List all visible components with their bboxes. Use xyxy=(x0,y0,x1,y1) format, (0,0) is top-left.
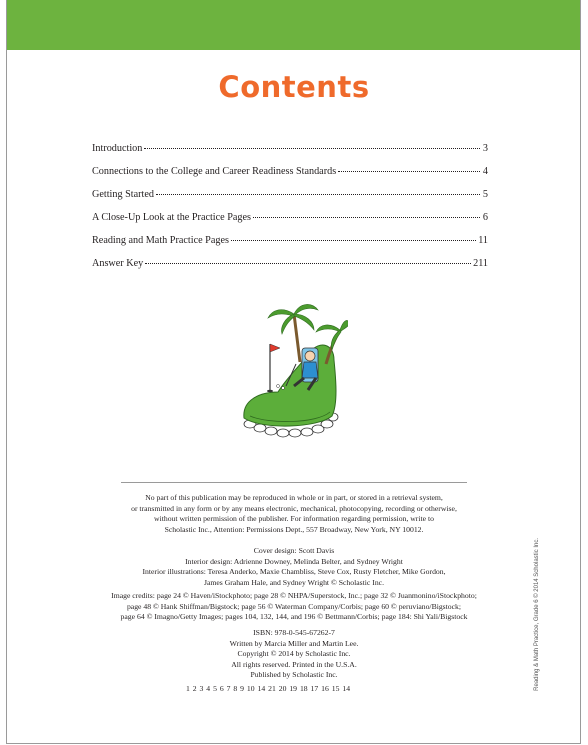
toc-entry xyxy=(92,258,488,281)
toc-page-number: 11 xyxy=(478,235,488,246)
image-credits xyxy=(60,591,528,623)
dot-leader xyxy=(338,170,480,172)
notice-line: without written permission of the publisher. For information regarding permission, write to xyxy=(154,514,434,523)
dot-leader xyxy=(156,193,480,195)
divider-rule xyxy=(121,482,467,483)
dot-leader xyxy=(144,147,480,149)
table-of-contents xyxy=(92,143,488,281)
credit-line: Interior illustrations: Teresa Anderko, Maxie Chambliss, Steve Cox, Rusty Fletcher, Mike Gordon, xyxy=(142,567,446,576)
credit-line: Cover design: Scott Davis xyxy=(253,546,335,555)
toc-label: Answer Key xyxy=(92,258,144,269)
toc-label: A Close-Up Look at the Practice Pages xyxy=(92,212,251,223)
image-credit-line: Image credits: page 24 © Haven/iStockphoto; page 28 © NHPA/Superstock, Inc.; page 32 © Juanmonino/iStockphoto; xyxy=(111,591,477,600)
publisher-line: Published by Scholastic Inc. xyxy=(250,670,338,679)
dot-leader xyxy=(145,262,471,264)
copyright-line: Copyright © 2014 by Scholastic Inc. xyxy=(237,649,351,658)
toc-entry xyxy=(92,212,488,235)
publication-info xyxy=(60,628,528,681)
side-caption: Reading & Math Practice, Grade 6 © 2014 Scholastic Inc. xyxy=(534,538,540,691)
toc-page-number: 4 xyxy=(482,166,488,177)
toc-entry xyxy=(92,189,488,212)
dot-leader xyxy=(231,239,476,241)
notice-line: Scholastic Inc., Attention: Permissions Dept., 557 Broadway, New York, NY 10012. xyxy=(164,524,424,534)
golfer-island-illustration xyxy=(238,300,348,440)
image-credit-line: page 48 © Hank Shiffman/Bigstock; page 56 © Waterman Company/Corbis; page 60 © peruviano/Bigstock; xyxy=(126,601,462,611)
credit-line: James Graham Hale, and Sydney Wright © Scholastic Inc. xyxy=(203,577,385,587)
credit-line: Interior design: Adrienne Downey, Melinda Belter, and Sydney Wright xyxy=(185,556,403,566)
page-title: Contents xyxy=(218,70,370,104)
authors: Written by Marcia Miller and Martin Lee. xyxy=(229,638,359,648)
toc-page-number: 5 xyxy=(482,189,488,200)
toc-label: Getting Started xyxy=(92,189,154,200)
toc-label: Introduction xyxy=(92,143,143,154)
isbn: ISBN: 978-0-545-67262-7 xyxy=(253,628,335,637)
toc-entry xyxy=(92,235,488,258)
toc-label: Reading and Math Practice Pages xyxy=(92,235,229,246)
copyright-notice xyxy=(60,493,528,535)
toc-entry xyxy=(92,166,488,189)
notice-line: or transmitted in any form or by any means electronic, mechanical, photocopying, recording or otherwise, xyxy=(131,503,457,513)
toc-page-number: 211 xyxy=(473,258,488,269)
toc-label: Connections to the College and Career Readiness Standards xyxy=(92,166,337,177)
toc-page-number: 3 xyxy=(482,143,488,154)
image-credit-line: page 64 © Imagno/Getty Images; pages 104, 132, 144, and 196 © Bettmann/Corbis; page 184: Shi Yali/Bigstock xyxy=(120,612,468,621)
notice-line: No part of this publication may be reproduced in whole or in part, or stored in a retrieval system, xyxy=(145,493,443,502)
toc-page-number: 6 xyxy=(482,212,488,223)
rights-line: All rights reserved. Printed in the U.S.A. xyxy=(231,659,357,669)
printing-number-line: 1 2 3 4 5 6 7 8 9 10 14 21 20 19 18 17 16 15 14 xyxy=(186,684,351,693)
dot-leader xyxy=(253,216,480,218)
toc-entry xyxy=(92,143,488,166)
credits xyxy=(60,546,528,588)
